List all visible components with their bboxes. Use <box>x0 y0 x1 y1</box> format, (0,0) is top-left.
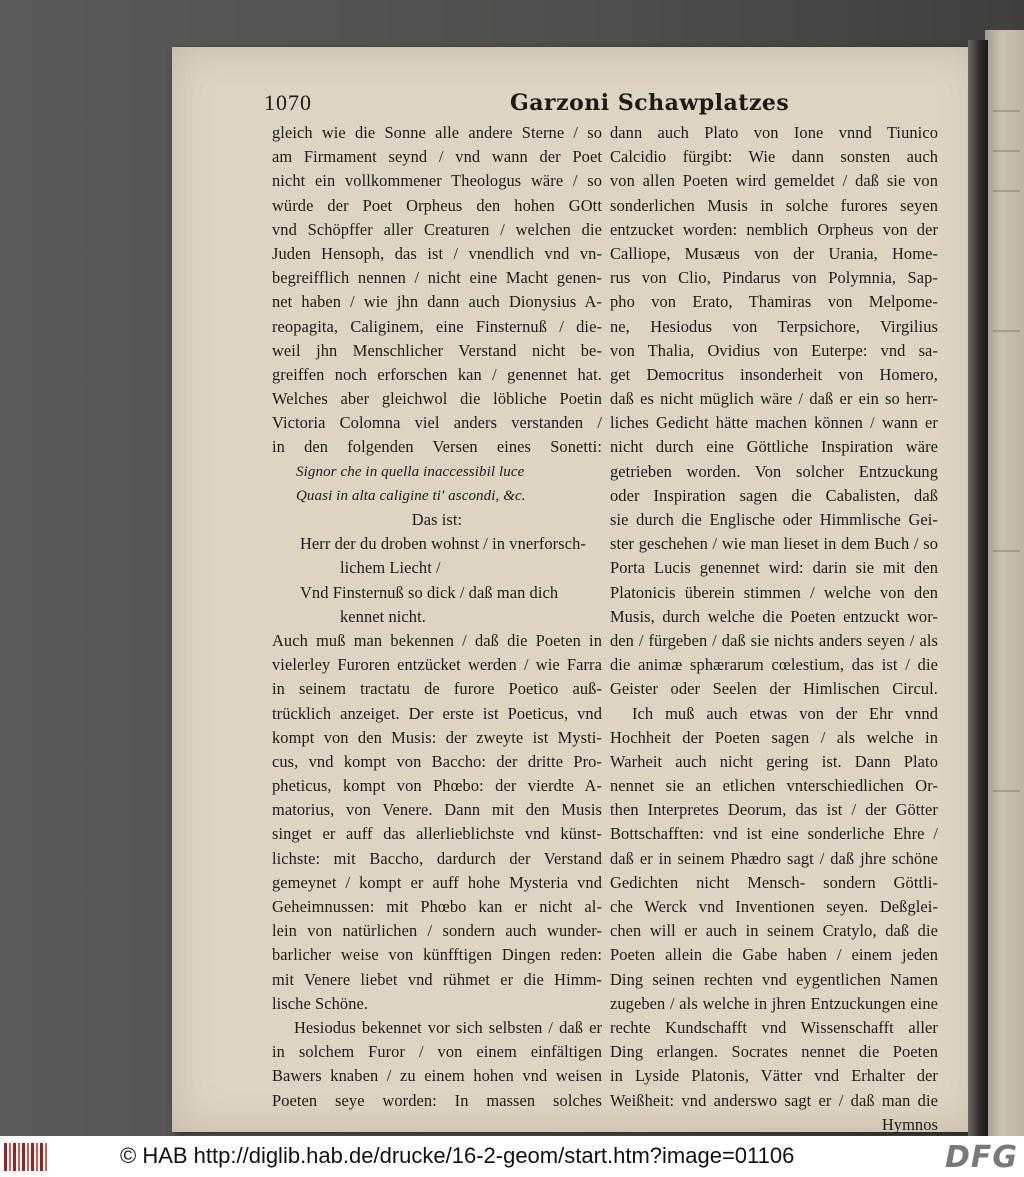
text-line: Das ist: <box>411 510 463 529</box>
text-line: Ich muß auch etwas von der Ehr vnnd <box>632 703 938 723</box>
text-line: weil jhn Menschlicher Verstand nicht be- <box>272 340 602 360</box>
text-line: in seinem tractatu de furore Poetico auß- <box>272 679 602 699</box>
page-number: 1070 <box>264 90 312 115</box>
text-line: würde der Poet Orpheus den hohen GOtt <box>272 195 602 215</box>
text-line: Signor che in quella inaccessibil luce <box>296 463 525 480</box>
text-line: Bawers knaben / zu einem hohen vnd weisen <box>272 1066 602 1086</box>
right-text-column <box>610 121 938 1137</box>
text-line: Hesiodus bekennet vor sich selbsten / daß er <box>294 1017 602 1037</box>
text-line: cus, vnd kompt von Baccho: der dritte Pro- <box>272 751 602 771</box>
text-line: che Werck vnd Inventionen seyen. Deßglei- <box>610 897 938 916</box>
text-line: vnd Schöpffer aller Creaturen / welchen die <box>272 219 602 239</box>
text-line: begreifflich nennen / nicht eine Macht genen- <box>272 268 602 288</box>
footer-bar <box>0 1136 1024 1177</box>
text-line: nicht durch eine Göttliche Inspiration wäre <box>610 437 938 457</box>
text-line: rus von Clio, Pindarus von Polymnia, Sap- <box>610 268 938 288</box>
facing-page-edge <box>985 30 1024 1136</box>
text-line: pheticus, kompt von Phœbo: der vierdte A- <box>272 776 602 796</box>
text-line: von Thalia, Ovidius von Euterpe: vnd sa- <box>610 340 938 360</box>
text-line: Vnd Finsternuß so dick / daß man dich <box>300 582 559 602</box>
text-line: gleich wie die Sonne alle andere Sterne / so <box>272 123 602 142</box>
text-line: sonderlichen Musis in solche furores seyen <box>610 195 938 215</box>
text-line: matorius, von Venere. Dann mit den Musis <box>272 800 602 820</box>
text-line: reopagita, Caliginem, eine Finsternuß / die- <box>272 316 602 336</box>
text-line: Musis, durch welche die Poeten entzuckt wor- <box>610 606 938 626</box>
running-head <box>264 90 944 120</box>
text-line: zugeben / als welche in jhren Entzuckungen eine <box>610 993 938 1013</box>
text-line: entzucket worden: nemblich Orpheus von der <box>610 219 938 239</box>
text-line: in solchem Furor / von einem einfältigen <box>272 1042 602 1062</box>
text-line: kompt von den Musis: der zweyte ist Mysti- <box>272 727 602 747</box>
text-line: vielerley Furoren entzücket werden / wie Farra <box>272 655 602 675</box>
text-line: von allen Poeten wird gemeldet / daß sie von <box>610 171 938 191</box>
text-line: Calliope, Musæus von der Urania, Home- <box>610 243 938 263</box>
text-line: Bottschafften: vnd ist eine sonderliche Ehre / <box>610 824 938 844</box>
text-line: pho von Erato, Thamiras von Melpome- <box>610 292 938 312</box>
text-line: Ding seinen rechten vnd eygentlichen Namen <box>610 969 938 989</box>
text-line: get Democritus insonderheit von Homero, <box>610 364 938 384</box>
text-line: Juden Hensoph, das ist / vnendlich vnd vn- <box>272 243 602 263</box>
text-line: die animæ sphærarum cœlestium, das ist / die <box>610 655 938 675</box>
text-line: net haben / wie jhn dann auch Dionysius A- <box>272 292 602 312</box>
source-link[interactable]: © HAB http://diglib.hab.de/drucke/16-2-geom/start.htm?image=01106 <box>120 1143 795 1168</box>
text-line: am Firmament seynd / vnd wann der Poet <box>272 147 602 167</box>
text-line: nicht ein vollkommener Theologus wäre / so <box>272 171 602 191</box>
text-line: barlicher weise von künfftigen Dingen reden: <box>272 945 602 965</box>
text-line: nennet sie an etlichen vnterschiedlichen Or- <box>610 776 938 796</box>
text-line: greiffen noch erforschen kan / genennet hat. <box>272 364 602 384</box>
text-line: daß er in seinem Phædro sagt / daß jhre schöne <box>610 848 938 868</box>
text-line: gemeynet / kompt er auff hohe Mysteria vnd <box>272 872 602 892</box>
text-line: mit Venere liebet vnd rühmet er die Himm- <box>272 969 602 989</box>
text-line: Auch muß man bekennen / daß die Poeten in <box>272 630 602 650</box>
text-line: Poeten allein die Gabe haben / einem jeden <box>610 945 938 965</box>
text-line: Weißheit: vnd anderswo sagt er / daß man die <box>610 1090 938 1110</box>
left-text-column <box>272 121 602 1113</box>
text-line: chen will er auch in seinem Cratylo, daß die <box>610 921 938 941</box>
text-line: daß es nicht müglich wäre / daß er ein so herr- <box>610 389 938 409</box>
text-line: Platonicis überein stimmen / welche von den <box>610 582 938 602</box>
text-line: getrieben worden. Von solcher Entzuckung <box>610 461 938 481</box>
text-line: oder Inspiration sagen die Cabalisten, daß <box>610 485 938 505</box>
text-line: trücklich anzeiget. Der erste ist Poeticus, vnd <box>272 703 602 723</box>
text-line: Poeten seye worden: In massen solches <box>272 1090 602 1110</box>
text-line: Ding erlangen. Socrates nennet die Poeten <box>610 1042 938 1062</box>
text-line: lichem Liecht / <box>340 558 441 578</box>
text-line: in den folgenden Versen eines Sonetti: <box>272 437 602 457</box>
library-barcode-icon <box>4 1143 48 1171</box>
running-title: Garzoni Schawplatzes <box>510 90 790 116</box>
catchword: Hymnos <box>881 1114 938 1134</box>
text-line: sie durch die Englische oder Himmlische Gei- <box>610 510 938 529</box>
text-line: Herr der du droben wohnst / in vnerforsch- <box>300 534 586 554</box>
text-line: in Lyside Platonis, Vätter vnd Erhalter der <box>610 1066 938 1086</box>
text-line: lische Schöne. <box>272 993 369 1013</box>
text-line: kennet nicht. <box>340 606 426 626</box>
text-line: dann auch Plato von Ione vnnd Tiunico <box>610 123 938 142</box>
text-line: Calcidio fürgibt: Wie dann sonsten auch <box>610 147 938 167</box>
text-line: rechte Kundschafft vnd Wissenschafft aller <box>610 1017 938 1037</box>
text-line: Geheimnussen: mit Phœbo kan er nicht al- <box>272 897 602 916</box>
text-line: liches Gedicht hätte machen können / wann er <box>610 413 938 433</box>
text-line: Hochheit der Poeten sagen / als welche in <box>610 727 938 747</box>
text-line: Welches aber gleichwol die löbliche Poetin <box>272 389 602 409</box>
page-gutter-shadow <box>968 40 988 1136</box>
text-line: then Interpretes Deorum, das ist / der Götter <box>610 800 938 820</box>
text-line: den / fürgeben / daß sie nichts anders seyen / als <box>610 630 938 650</box>
text-line: singet er auff das allerlieblichste vnd künst- <box>272 824 602 844</box>
text-line: Porta Lucis genennet wird: darin sie mit den <box>610 558 938 578</box>
text-line: lichste: mit Baccho, dardurch der Verstand <box>272 848 602 868</box>
text-line: Quasi in alta caligine ti' ascondi, &c. <box>296 487 526 504</box>
text-line: Gedichten nicht Mensch- sondern Göttli- <box>610 872 938 892</box>
text-line: ster geschehen / wie man lieset in dem Buch / so <box>610 534 938 554</box>
text-line: Warheit auch nicht gering ist. Dann Plato <box>610 751 938 771</box>
text-line: Victoria Colomna viel anders verstanden / <box>272 413 602 433</box>
text-line: lein von natürlichen / sondern auch wunder- <box>272 921 602 941</box>
text-line: ne, Hesiodus von Terpsichore, Virgilius <box>610 316 938 336</box>
text-line: Geister oder Seelen der Himlischen Circul. <box>610 679 938 699</box>
dfg-logo: DFG <box>944 1140 1018 1175</box>
